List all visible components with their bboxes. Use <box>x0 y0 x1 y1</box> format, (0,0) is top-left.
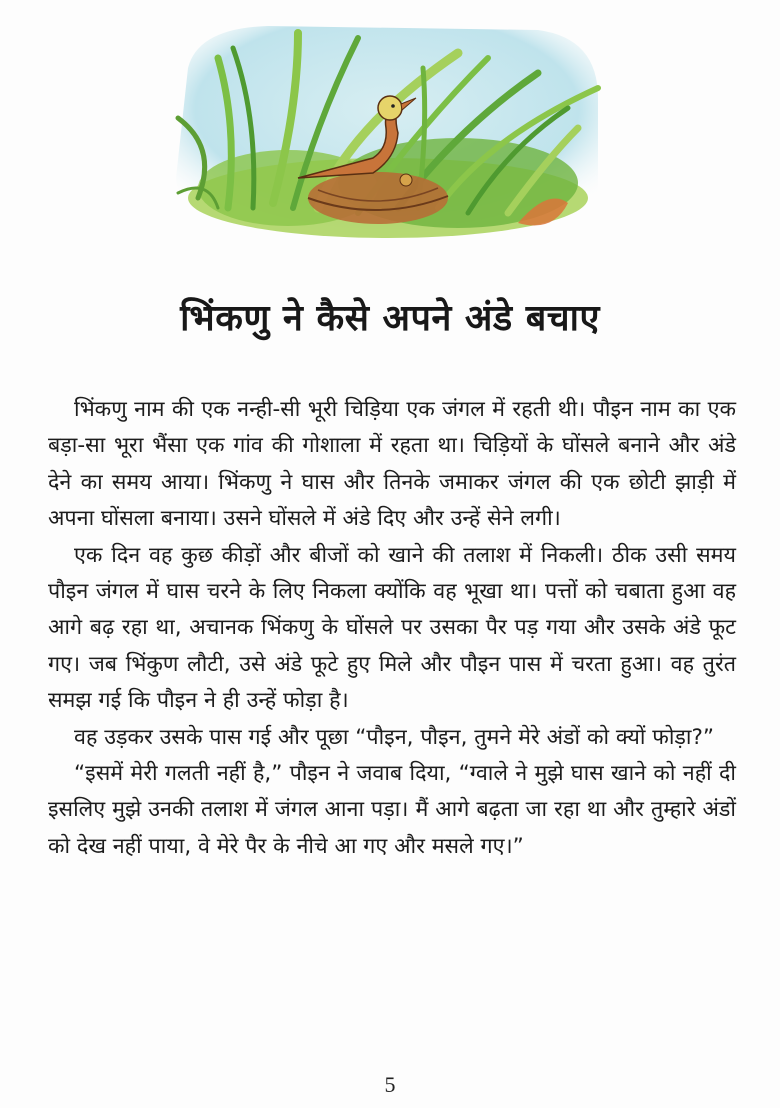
story-title: भिंकणु ने कैसे अपने अंडे बचाए <box>180 298 600 339</box>
bird-nest-illustration <box>158 8 610 246</box>
page-number: 5 <box>384 1072 396 1097</box>
paragraph: “इसमें मेरी गलती नहीं है,” पौइन ने जवाब दिया, “ग्वाले ने मुझे घास खाने को नहीं दी इसलिए मुझे उनकी तलाश में जंगल आना पड़ा। मैं आगे बढ़ता जा रहा था और तुम्हारे अंडों को देख नहीं पाया, वे मेरे पैर के नीचे आ गए और मसले गए।” <box>48 761 736 859</box>
paragraph: भिंकणु नाम की एक नन्ही-सी भूरी चिड़िया एक जंगल में रहती थी। पौइन नाम का एक बड़ा-सा भूरा भैंसा एक गांव की गोशाला में रहता था। चिड़ियों के घोंसले बनाने और अंडे देने का समय आया। भिंकणु ने घास और तिनके जमाकर जंगल की एक छोटी झाड़ी में अपना घोंसला बनाया। उसने घोंसले में अंडे दिए और उन्हें सेने लगी। <box>48 397 736 532</box>
paragraph: एक दिन वह कुछ कीड़ों और बीजों को खाने की तलाश में निकली। ठीक उसी समय पौइन जंगल में घास चरने के लिए निकला क्योंकि वह भूखा था। पत्तों को चबाता हुआ वह आगे बढ़ रहा था, अचानक भिंकणु के घोंसले पर उसका पैर पड़ गया और उसके अंडे फूट गए। जब भिंकुण लौटी, उसे अंडे फूटे हुए मिले और पौइन पास में चरता हुआ। वह तुरंत समझ गई कि पौइन ने ही उन्हें फोड़ा है। <box>48 542 736 714</box>
story-body <box>48 392 736 865</box>
paragraph: वह उड़कर उसके पास गई और पूछा “पौइन, पौइन, तुमने मेरे अंडों को क्यों फोड़ा?” <box>74 724 715 750</box>
